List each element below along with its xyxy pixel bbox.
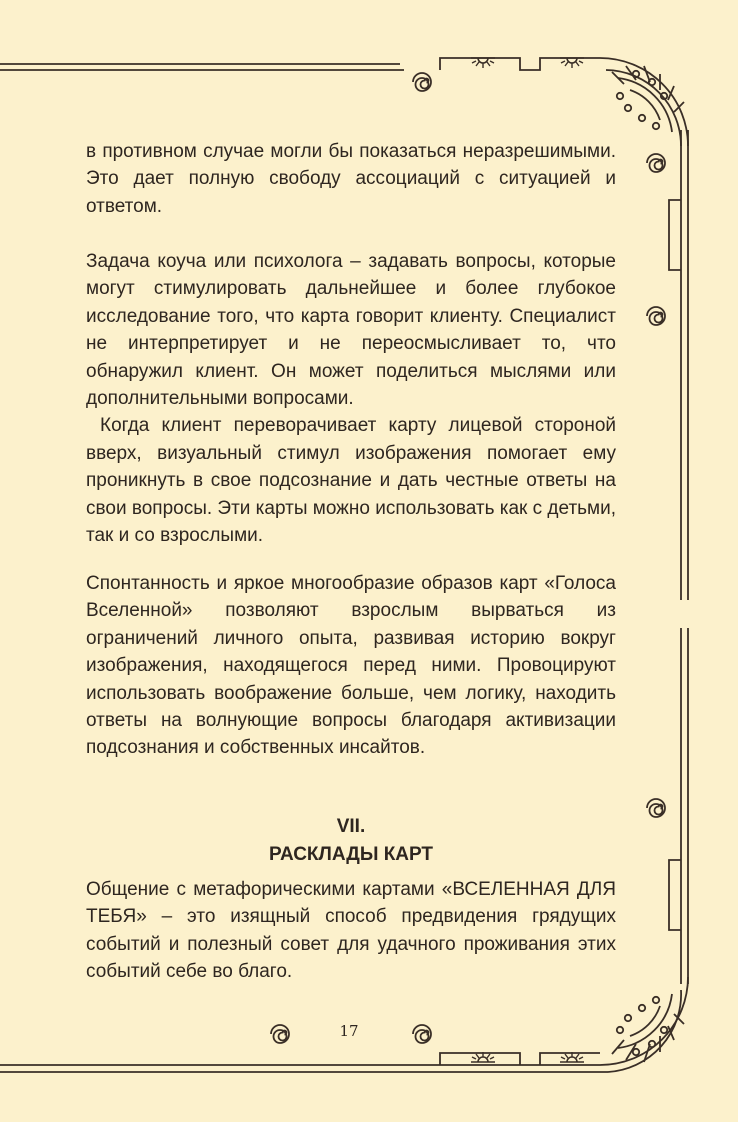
- paragraph-group-3: [86, 570, 616, 762]
- corner-arch-ornament: [600, 977, 688, 1072]
- section-title: РАСКЛАДЫ КАРТ: [268, 844, 434, 865]
- page-number: 17: [339, 1022, 359, 1040]
- spiral-ornament: [647, 307, 665, 325]
- spiral-ornament: [413, 1025, 431, 1043]
- spiral-ornament: [647, 799, 665, 817]
- spiral-ornament: [271, 1025, 289, 1043]
- paragraph-group-2: [86, 248, 616, 549]
- corner-arch-ornament: [600, 58, 688, 146]
- paragraph-2: Задача коуча или психолога – задавать вопросы, которые могут стимулировать дальнейшее и более глубокое исследование того, что карта говорит клиенту. Специалист не интерпретирует и не переосмысливает то, что обнаружил клиент. Он может поделиться мыслями или дополнительными вопросами.: [86, 251, 616, 410]
- paragraph-4: Спонтанность и яркое многообразие образов карт «Голоса Вселенной» позволяют взрослым вырваться из ограничений личного опыта, развивая историю вокруг изображения, находящегося перед ними. Провоцируют использовать воображение больше, чем логику, находить ответы на волнующие вопросы благодаря активизации подсознания и собственных инсайтов.: [86, 573, 616, 759]
- paragraph-1: в противном случае могли бы показаться неразрешимыми. Это дает полную свободу ассоциаций с ситуацией и ответом.: [86, 141, 616, 217]
- sun-glyph-ornament: [471, 58, 495, 68]
- paragraph-continuation: [86, 138, 616, 220]
- spiral-ornament: [413, 73, 431, 91]
- paragraph-3: Когда клиент переворачивает карту лицевой стороной вверх, визуальный стимул изображения помогает ему проникнуть в свое подсознание и дать честные ответы на свои вопросы. Эти карты можно использовать как с детьми, так и со взрослыми.: [86, 415, 616, 547]
- paragraph-group-4: [86, 876, 616, 986]
- sun-glyph-ornament: [560, 58, 584, 68]
- spiral-ornament: [647, 154, 665, 172]
- section-number: VII.: [336, 816, 366, 837]
- paragraph-5: Общение с метафорическими картами «ВСЕЛЕННАЯ ДЛЯ ТЕБЯ» – это изящный способ предвидения грядущих событий и полезный совет для удачного проживания этих событий себе во благо.: [86, 879, 616, 983]
